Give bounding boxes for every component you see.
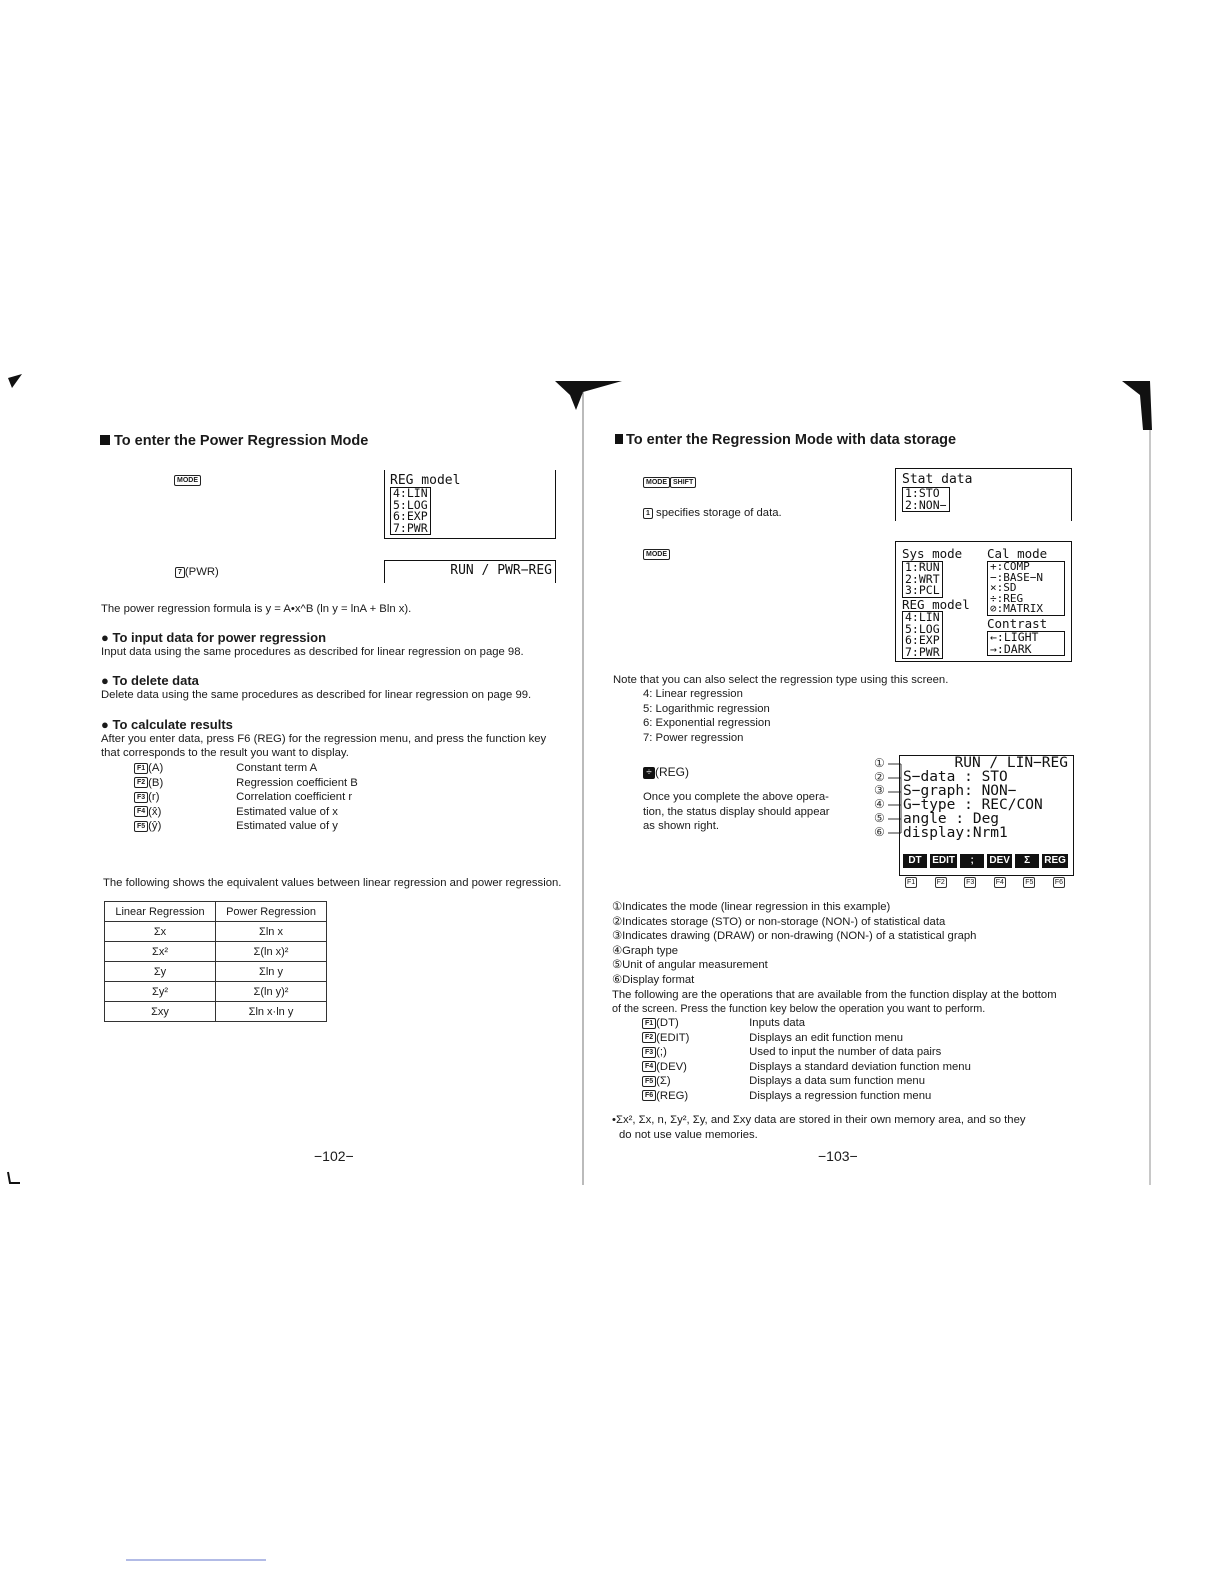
list-item: ⊘:MATRIX — [990, 602, 1043, 616]
calc-item: F5 (ŷ) Estimated value of y — [134, 819, 358, 834]
spec-line: 1 specifies storage of data. — [643, 506, 782, 521]
table-cell: Σln x — [216, 922, 327, 942]
right-heading: To enter the Regression Mode with data storage — [615, 432, 956, 448]
mode-key: MODE — [643, 477, 670, 488]
list-item: ÷:REG — [990, 591, 1024, 605]
calc-heading: ● To calculate results — [101, 717, 233, 732]
sys-mode-list — [902, 561, 943, 598]
delete-text: Delete data using the same procedures as described for linear regression on page 99. — [101, 689, 532, 701]
status-line: display:Nrm1 — [903, 825, 1008, 841]
f6-key[interactable]: F6 — [1054, 879, 1063, 886]
status-line: angle : Deg — [903, 811, 1000, 827]
table-cell: Σln y — [216, 962, 327, 982]
left-heading: To enter the Power Regression Mode — [100, 433, 368, 449]
reg-model-list — [902, 611, 943, 659]
mode-key: MODE — [174, 475, 201, 486]
op-item: F3 (;) Used to input the number of data pairs — [642, 1045, 971, 1060]
list-item: 4:LIN — [905, 610, 940, 624]
status-line: RUN / LIN−REG — [954, 755, 1068, 771]
softkey-edit[interactable]: EDIT — [932, 855, 955, 866]
status-line: G−type : REC/CON — [903, 797, 1043, 813]
op-item: F4 (DEV) Displays a standard deviation function menu — [642, 1060, 971, 1075]
list-item: +:COMP — [990, 560, 1030, 573]
list-item: ①Indicates the mode (linear regression in this example) — [612, 901, 891, 913]
f2-key[interactable]: F2 — [936, 879, 945, 886]
table-cell: Σxy — [105, 1002, 216, 1022]
contrast-title: Contrast — [987, 616, 1048, 631]
sys-mode-screen — [895, 541, 1072, 662]
equiv-text: The following shows the equivalent values between linear regression and power regression. — [103, 877, 562, 889]
mode-shift-keys — [643, 474, 696, 492]
status-line: S−data : STO — [903, 769, 1008, 785]
calc-item: F3 (r) Correlation coefficient r — [134, 790, 358, 805]
calc-text-1: After you enter data, press F6 (REG) for the regression menu, and press the function key — [101, 733, 547, 745]
op-item: F5 (Σ) Displays a data sum function menu — [642, 1074, 971, 1089]
input-heading: ● To input data for power regression — [101, 630, 327, 645]
footnote-1: •Σx², Σx, n, Σy², Σy, and Σxy data are stored in their own memory area, and so they — [612, 1114, 1026, 1126]
calc-item: F1 (A) Constant term A — [134, 761, 358, 776]
op-item: F6 (REG) Displays a regression function menu — [642, 1089, 971, 1104]
list-item: ×:SD — [990, 581, 1017, 595]
table-cell: Σln x·ln y — [216, 1002, 327, 1022]
list-item: 4:LIN — [393, 486, 428, 500]
calc-item: F2 (B) Regression coefficient B — [134, 776, 358, 791]
ops-list — [642, 1016, 971, 1104]
pwr-label: (PWR) — [184, 566, 219, 578]
ops-text-1: The following are the operations that are available from the function display at the bottom — [612, 989, 1057, 1001]
page-number-left: −102− — [314, 1148, 354, 1164]
equivalence-table — [104, 901, 327, 1022]
table-cell: Σ(ln y)² — [216, 982, 327, 1002]
list-item: ⑥Display format — [612, 973, 695, 986]
complete-text: Once you complete the above opera- tion, the status display should appear as shown right. — [643, 791, 830, 833]
stat-data-screen — [895, 468, 1072, 521]
table-header: Linear Regression — [105, 902, 216, 922]
list-item: ③Indicates drawing (DRAW) or non-drawing (NON-) of a statistical graph — [612, 930, 977, 943]
divide-key-icon: ÷ — [643, 767, 655, 779]
list-item: 6:EXP — [905, 633, 940, 647]
f3-key[interactable]: F3 — [966, 879, 975, 886]
list-item: ②Indicates storage (STO) or non-storage (NON-) of statistical data — [612, 915, 946, 928]
list-item: ←:LIGHT — [990, 630, 1039, 644]
list-item: 1:STO — [905, 486, 940, 500]
f5-key[interactable]: F5 — [1025, 879, 1034, 886]
stat-data-list — [902, 487, 950, 512]
list-item: 2:NON− — [905, 497, 947, 512]
softkey-dev[interactable]: DEV — [989, 855, 1010, 866]
reg-key-line: ÷ (REG) — [643, 765, 689, 780]
list-item: ④Graph type — [612, 944, 679, 957]
status-line: S−graph: NON− — [903, 783, 1017, 799]
list-item: −:BASE−N — [990, 570, 1043, 584]
delete-heading: ● To delete data — [101, 673, 199, 688]
softkey-dt[interactable]: DT — [903, 854, 927, 868]
table-cell: Σ(ln x)² — [216, 942, 327, 962]
pwr-key-line — [175, 565, 219, 580]
seven-key: 7 — [175, 567, 185, 578]
callout-number: ② — [874, 769, 885, 784]
f4-key[interactable]: F4 — [995, 879, 1004, 886]
sys-mode-title: Sys mode — [902, 546, 963, 561]
table-header-row — [105, 902, 327, 922]
table-row — [105, 962, 327, 982]
calc-item: F4 (x̂) Estimated value of x — [134, 805, 358, 820]
reg-model-list — [390, 487, 431, 535]
status-text: RUN / PWR−REG — [450, 563, 552, 578]
table-header: Power Regression — [216, 902, 327, 922]
indications-list — [612, 900, 976, 988]
softkey-bar — [903, 854, 1068, 868]
list-item: →:DARK — [990, 641, 1032, 656]
op-item: F1 (DT) Inputs data — [642, 1016, 971, 1031]
contrast-list — [987, 631, 1065, 656]
list-item: 7:PWR — [905, 644, 940, 659]
callout-number: ① — [874, 756, 885, 770]
list-item: 5:LOG — [905, 621, 940, 636]
table-cell: Σx — [105, 922, 216, 942]
table-cell: Σx² — [105, 942, 216, 962]
status-display-screen — [899, 755, 1074, 876]
list-item: 3:PCL — [905, 583, 940, 597]
callout-number: ③ — [874, 783, 885, 798]
table-row — [105, 922, 327, 942]
list-item: 7:PWR — [393, 520, 428, 535]
reg-model-title: REG model — [902, 597, 970, 612]
list-item: 5:LOG — [393, 497, 428, 512]
list-item: 1:RUN — [905, 560, 940, 574]
list-item: 7: Power regression — [643, 731, 744, 744]
mode-key-2: MODE — [643, 549, 670, 560]
ops-text-2: of the screen. Press the function key below the operation you want to perform. — [612, 1003, 986, 1015]
status-callout-numbers — [874, 757, 885, 839]
shift-key: SHIFT — [670, 477, 696, 488]
softkey-sum[interactable]: Σ — [1015, 854, 1039, 868]
one-key: 1 — [643, 508, 653, 519]
table-cell: Σy² — [105, 982, 216, 1002]
callout-number: ④ — [874, 797, 885, 812]
list-item: 5: Logarithmic regression — [643, 702, 770, 715]
input-text: Input data using the same procedures as described for linear regression on page 98. — [101, 646, 524, 658]
screen-title: Stat data — [902, 472, 973, 487]
softkey-semicolon[interactable]: ; — [960, 854, 984, 868]
calc-list — [134, 761, 358, 834]
calc-text-2: that corresponds to the result you want to display. — [101, 747, 349, 759]
note-list — [643, 687, 770, 745]
list-item: 6: Exponential regression — [643, 717, 771, 730]
list-item: 4: Linear regression — [643, 688, 743, 700]
table-cell: Σy — [105, 962, 216, 982]
list-item: ⑤Unit of angular measurement — [612, 959, 768, 972]
list-item: 6:EXP — [393, 509, 428, 523]
list-item: 2:WRT — [905, 571, 940, 586]
note-text: Note that you can also select the regression type using this screen. — [613, 674, 949, 686]
fkey-row — [905, 877, 1065, 888]
screen-title: REG model — [390, 473, 461, 488]
cal-mode-title: Cal mode — [987, 546, 1048, 561]
callout-number: ⑥ — [874, 824, 885, 839]
status-screen — [384, 560, 556, 583]
table-row — [105, 982, 327, 1002]
callout-number: ⑤ — [874, 810, 885, 825]
formula-text: The power regression formula is y = A•x^B (ln y = lnA + Bln x). — [101, 603, 412, 615]
footnote-2: do not use value memories. — [619, 1129, 758, 1141]
reg-model-screen — [384, 470, 556, 539]
softkey-reg[interactable]: REG — [1044, 855, 1066, 866]
page-number-right: −103− — [818, 1148, 858, 1164]
table-row — [105, 1002, 327, 1022]
f1-key[interactable]: F1 — [907, 879, 916, 886]
table-row — [105, 942, 327, 962]
op-item: F2 (EDIT) Displays an edit function menu — [642, 1031, 971, 1046]
cal-mode-list — [987, 561, 1065, 616]
